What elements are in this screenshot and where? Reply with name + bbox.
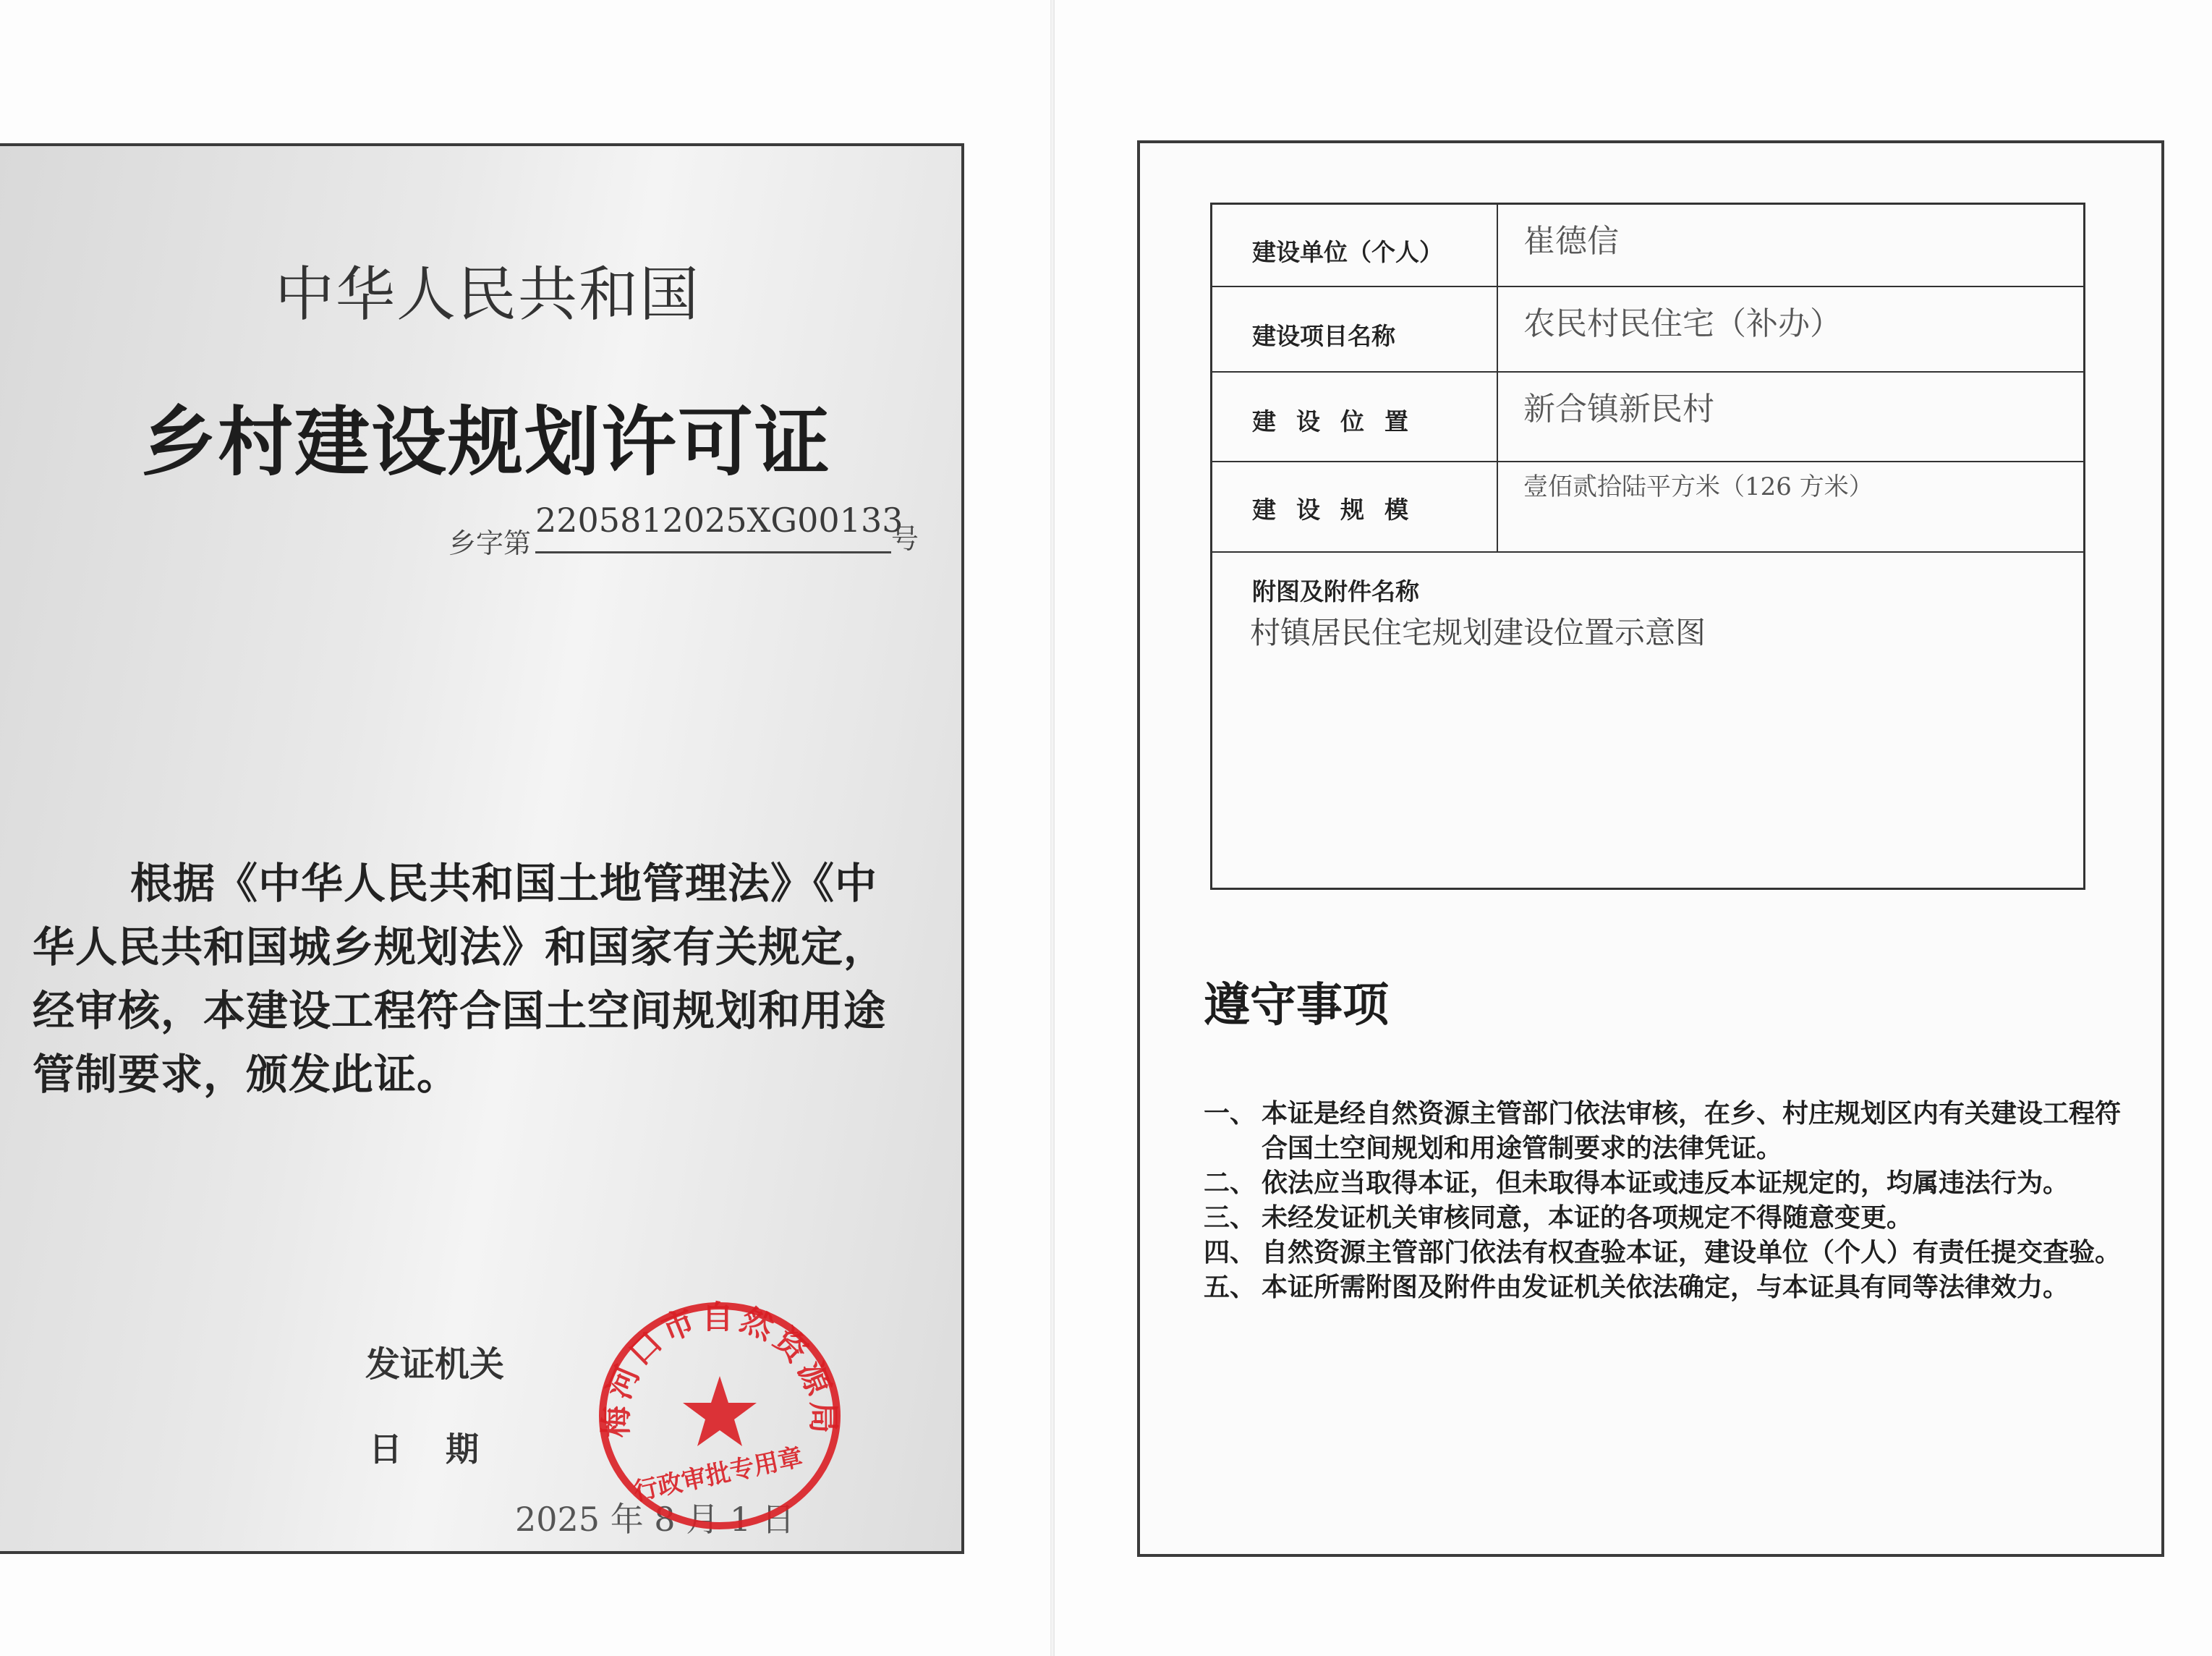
notice-text: 未经发证机关审核同意，本证的各项规定不得随意变更。 — [1262, 1203, 1913, 1233]
attachment-value: 村镇居民住宅规划建设位置示意图 — [1250, 615, 1706, 650]
table-row — [1212, 205, 2083, 287]
permit-number-suffix: 号 — [891, 523, 919, 555]
permit-number-row — [448, 501, 940, 566]
list-item — [1204, 1201, 2137, 1236]
table-row — [1212, 462, 2083, 553]
row-value: 新合镇新民村 — [1523, 391, 1714, 428]
list-item — [1204, 1097, 2137, 1166]
permit-cover-page — [0, 143, 964, 1554]
notice-text: 自然资源主管部门依法有权查验本证，建设单位（个人）有责任提交查验。 — [1262, 1238, 2122, 1268]
notice-text: 依法应当取得本证，但未取得本证或违反本证规定的，均属违法行为。 — [1262, 1168, 2070, 1198]
page-fold — [1050, 0, 1055, 1656]
country-name: 中华人民共和国 — [275, 260, 701, 329]
notice-index: 一、 — [1204, 1099, 1256, 1129]
notice-text: 本证是经自然资源主管部门依法审核，在乡、村庄规划区内有关建设工程符合国土空间规划和用途管制要求的法律凭证。 — [1262, 1099, 2122, 1163]
notice-index: 五、 — [1204, 1273, 1256, 1302]
row-value: 崔德信 — [1523, 223, 1619, 260]
list-item — [1204, 1270, 2137, 1305]
row-label: 建设单位（个人） — [1212, 205, 1498, 286]
issue-date: 2025 年 8 月 1 日 — [515, 1500, 795, 1539]
notice-index: 三、 — [1204, 1203, 1256, 1233]
row-value: 农民村民住宅（补办） — [1523, 305, 1842, 342]
list-item — [1204, 1236, 2137, 1270]
issuer-label: 发证机关 — [365, 1344, 505, 1385]
notice-index: 四、 — [1204, 1238, 1256, 1268]
notice-title: 遵守事项 — [1204, 979, 1389, 1032]
notice-index: 二、 — [1204, 1168, 1256, 1198]
row-label: 建设规模 — [1212, 462, 1498, 551]
row-label: 建设项目名称 — [1212, 287, 1498, 371]
table-row — [1212, 373, 2083, 462]
list-item — [1204, 1166, 2137, 1201]
table-row — [1212, 287, 2083, 373]
attachment-label: 附图及附件名称 — [1252, 577, 1419, 606]
seal-inner-text: 行政审批专用章 — [631, 1442, 806, 1507]
permit-number-prefix: 乡字第 — [448, 527, 532, 559]
notice-list — [1204, 1097, 2137, 1305]
body-line: 华人民共和国城乡规划法》和国家有关规定， — [33, 922, 887, 972]
permit-title: 乡村建设规划许可证 — [141, 398, 832, 486]
seal-outer-text: 梅河口市自然资源局 — [597, 1299, 842, 1438]
permit-details-page — [1137, 140, 2164, 1557]
permit-number: 2205812025XG00133 — [535, 501, 891, 553]
body-line: 管制要求，颁发此证。 — [33, 1050, 460, 1099]
notice-text: 本证所需附图及附件由发证机关依法确定，与本证具有同等法律效力。 — [1262, 1273, 2070, 1302]
body-line: 根据《中华人民共和国土地管理法》《中 — [130, 859, 878, 908]
row-value: 壹佰贰拾陆平方米（126 方米） — [1523, 472, 1873, 501]
date-label: 日期 — [369, 1430, 522, 1469]
official-seal-stamp — [590, 1293, 850, 1539]
permit-body-text — [33, 852, 922, 1106]
permit-info-table — [1210, 203, 2085, 890]
body-line: 经审核，本建设工程符合国土空间规划和用途 — [33, 986, 887, 1035]
row-label: 建设位置 — [1212, 373, 1498, 461]
attachment-cell — [1212, 553, 2083, 890]
